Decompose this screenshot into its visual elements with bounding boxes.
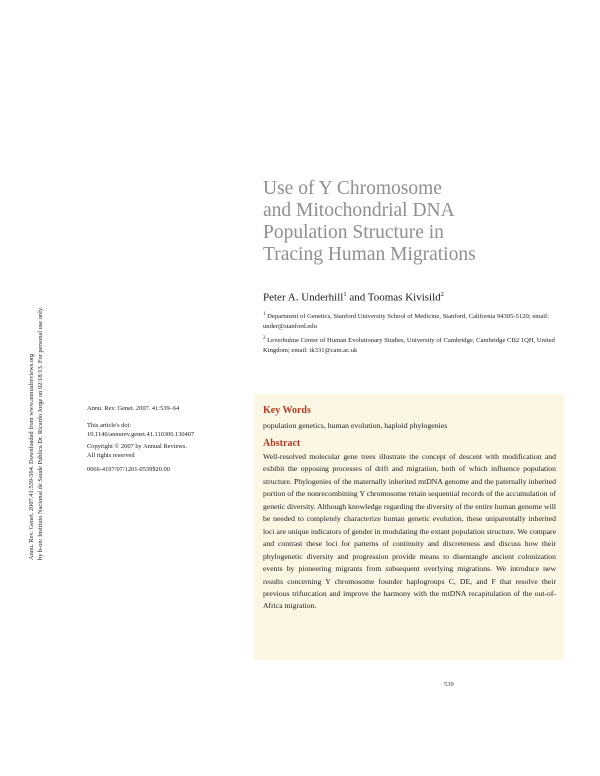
doi-block (87, 421, 247, 439)
copyright-text: Copyright © 2007 by Annual Reviews. (87, 443, 187, 450)
title-line-2: and Mitochondrial DNA (263, 200, 455, 221)
affiliation-2-text: Leverhulme Center of Human Evolutionary Studies, University of Cambridge, Cambridge CB2 1QH, United Kingdom; email: tk331@cam.ac.uk (263, 337, 555, 354)
keywords-heading: Key Words (263, 405, 311, 416)
affiliation-2 (263, 334, 563, 355)
article-title (263, 178, 476, 266)
download-notice-line-1: Annu. Rev. Genet. 2007.41:539-564. Downloaded from www.annualreviews.org (28, 353, 35, 560)
author-1: Peter A. Underhill (263, 291, 344, 304)
download-notice (27, 240, 45, 560)
keywords-text: population genetics, human evolution, haploid phylogenies (263, 421, 448, 430)
affiliation-1-sup: 1 (263, 312, 266, 317)
author-1-sup: 1 (343, 291, 347, 298)
affiliation-1 (263, 310, 563, 331)
affiliation-1-text: Department of Genetics, Stanford University School of Medicine, Stanford, California 94305-5120; email: under@stanford.edu (263, 313, 549, 330)
journal-citation: Annu. Rev. Genet. 2007. 41:539–64 (87, 405, 180, 412)
author-2-sup: 2 (440, 291, 444, 298)
affiliation-2-sup: 2 (263, 336, 266, 341)
author-conjunction: and (346, 291, 368, 304)
article-code: 0066-4197/07/1201-0539$20.00 (87, 466, 170, 473)
authors (263, 291, 444, 304)
author-2: Toomas Kivisild (367, 291, 441, 304)
title-line-1: Use of Y Chromosome (263, 178, 442, 199)
page-number: 539 (444, 681, 454, 688)
download-notice-line-2: by b-on: Instituto Nacional de Saude Publica Dr. Ricardo Jorge on 02/18/13. For personal use only. (37, 306, 44, 560)
doi-value: 10.1146/annurev.genet.41.110306.130407 (87, 431, 195, 438)
abstract-text: Well-resolved molecular gene trees illustrate the concept of descent with modification and exhibit the opposing processes of drift and migration, both of which influence population structure. Phylogenies of the maternally inherited mtDNA genome and the paternally inherited portion of the nonrecombining Y chromosome retain sequential records of the accumulation of genetic diversity. Although knowledge regarding the diversity of the entire human genome will be needed to completely characterize human genetic evolution, these uniparentally inherited loci are unique indicators of gender in modulating the extant population structure. We compare and contrast these loci for patterns of continuity and discreteness and discuss how their phylogenetic diversity and progression provide means to disentangle ancient colonization events by pioneering migrants from subsequent overlying migrations. We introduce new results concerning Y chromosome founder haplogroups C, DE, and F that resolve their previous trifurcation and improve the harmony with the mtDNA recapitulation of the out-of-Africa migration. (263, 452, 556, 611)
rights-text: All rights reserved (87, 452, 135, 459)
doi-label: This article's doi: (87, 422, 132, 429)
copyright-block (87, 442, 247, 460)
title-line-4: Tracing Human Migrations (263, 244, 476, 265)
abstract-heading: Abstract (263, 438, 301, 449)
title-line-3: Population Structure in (263, 222, 444, 243)
